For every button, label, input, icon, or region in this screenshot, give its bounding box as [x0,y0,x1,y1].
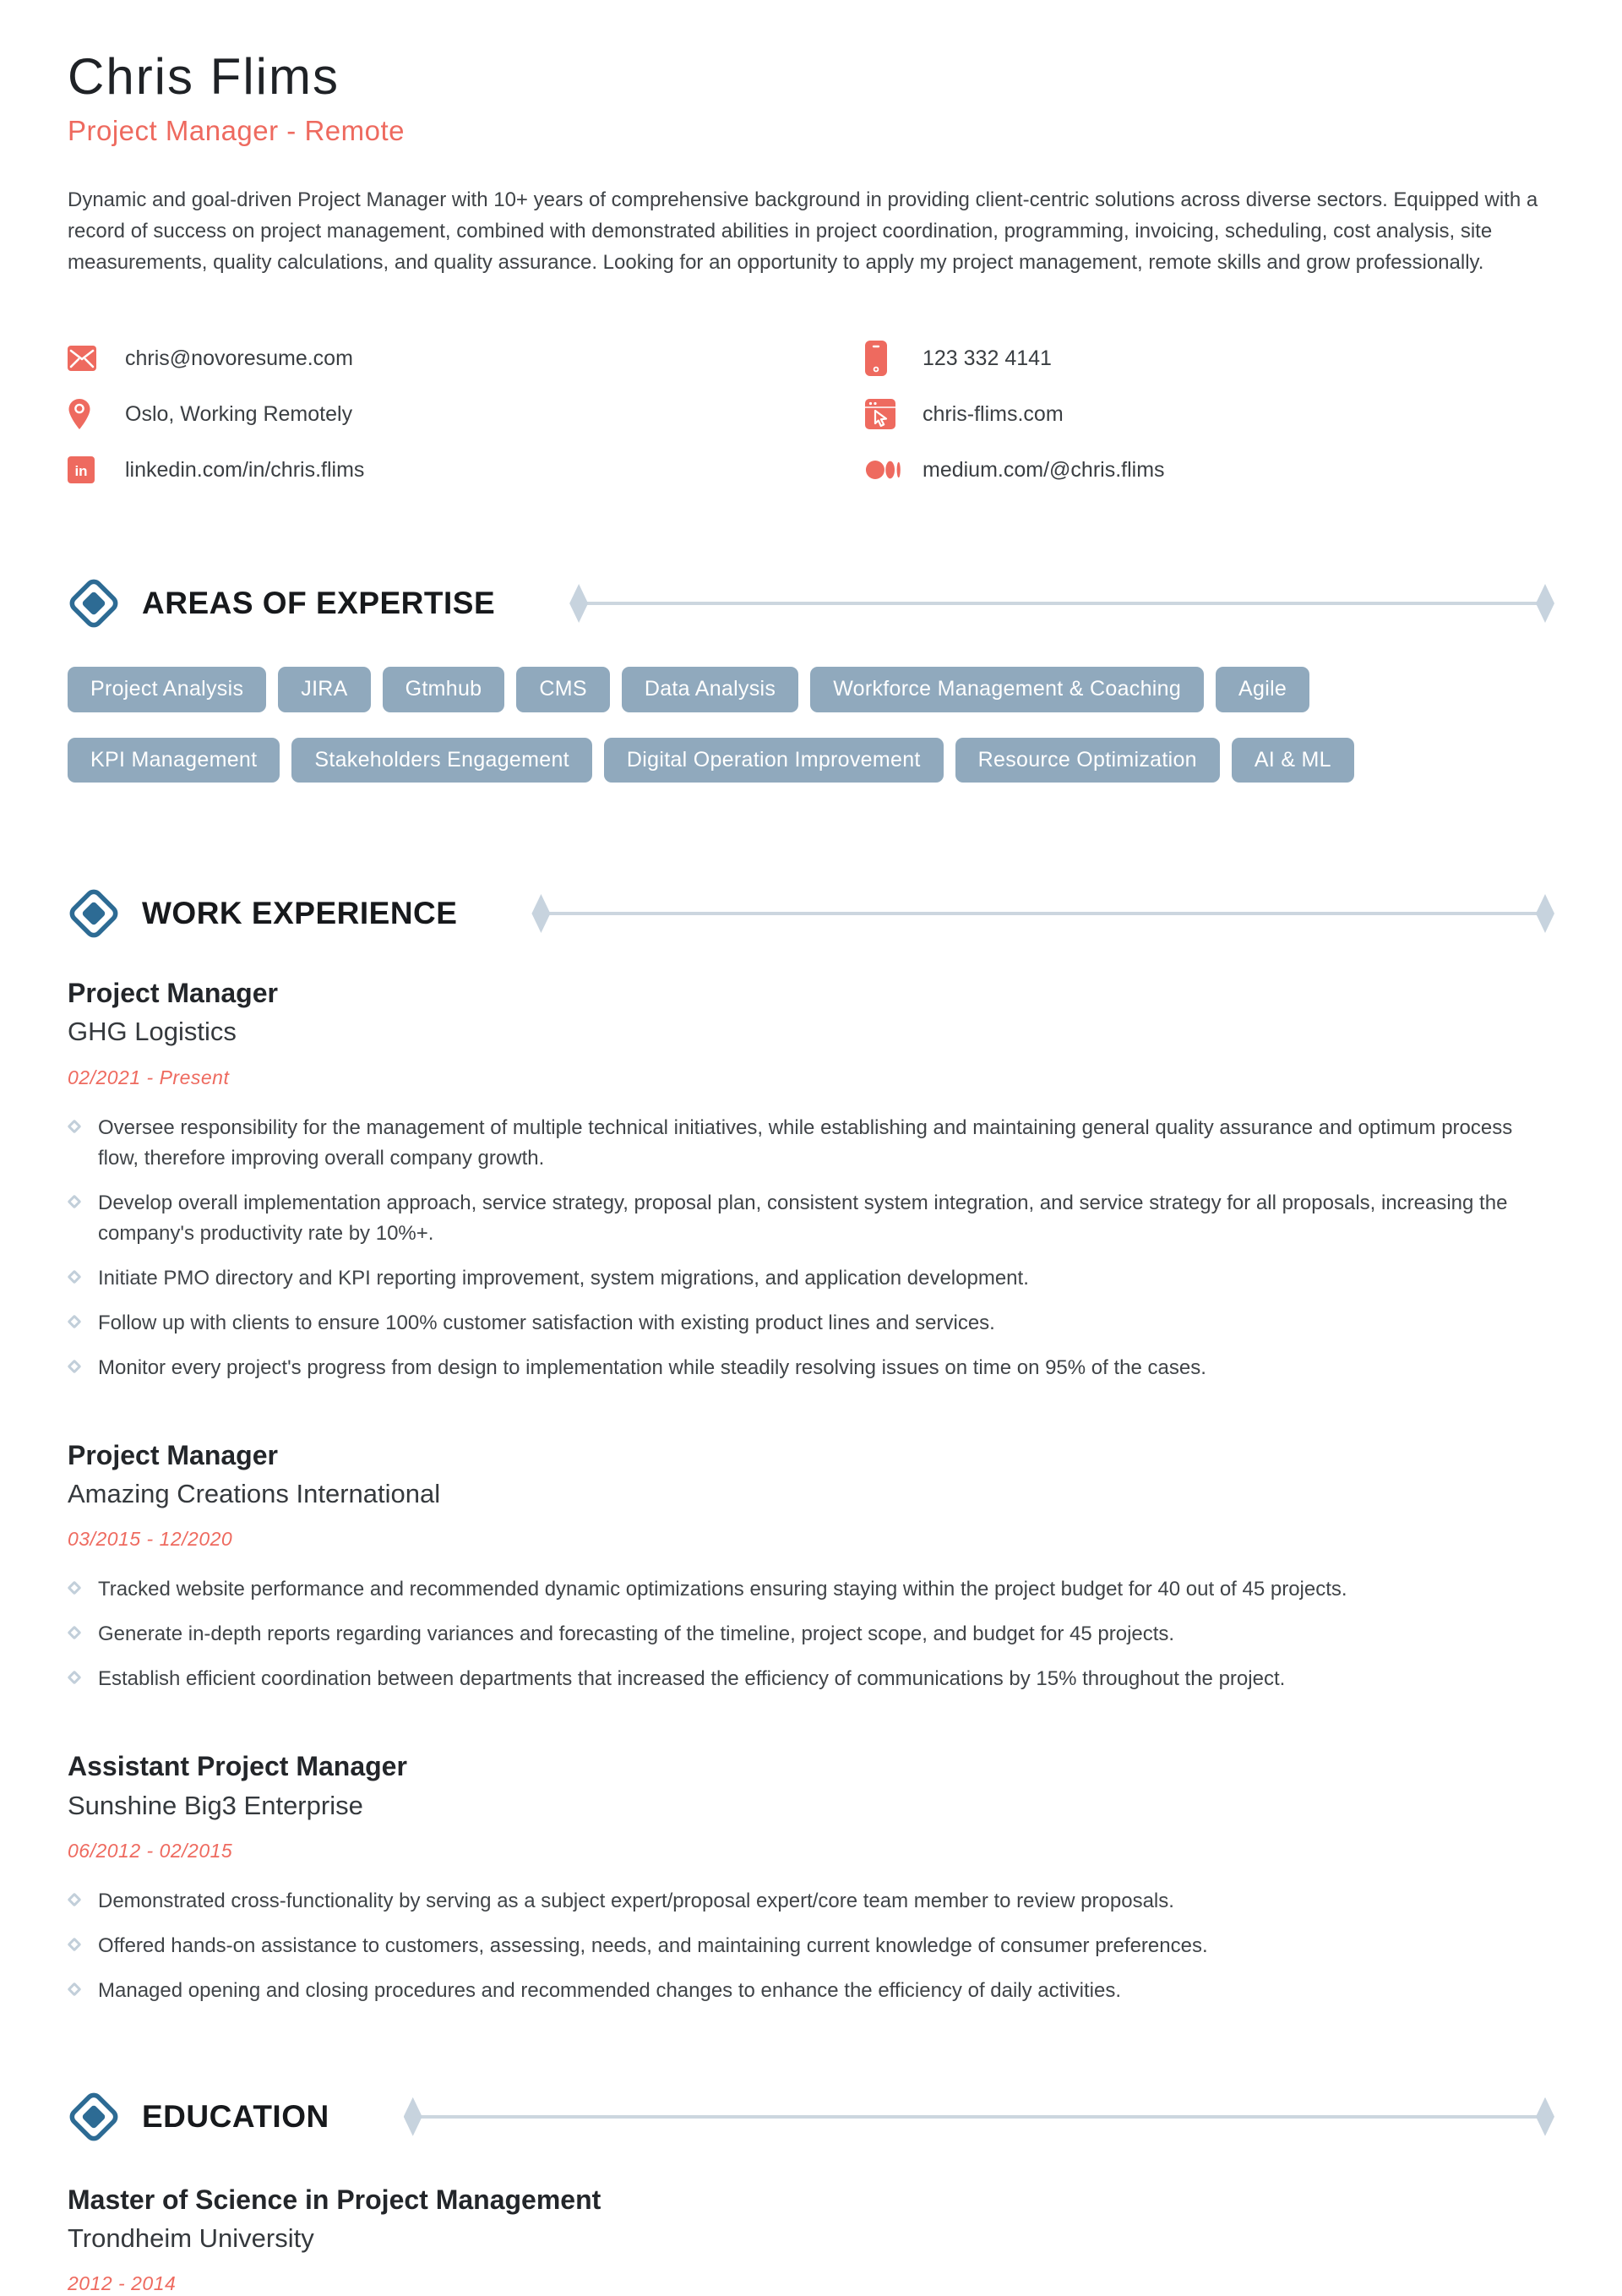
job-bullet [68,1263,1554,1294]
diamond-bullet-icon [68,1982,82,1996]
contact-website-text: chris-flims.com [923,401,1064,426]
job-bullet-text: Managed opening and closing procedures and recommended changes to enhance the efficiency of daily activities. [98,1978,1122,2002]
section-rule [404,2097,1554,2136]
email-icon [68,346,105,371]
job-bullet-list [68,1113,1554,1383]
contact-location-text: Oslo, Working Remotely [125,401,353,426]
skill-pill: JIRA [278,667,370,712]
job-bullet [68,1574,1554,1605]
phone-icon [865,341,902,376]
job-bullet-text: Oversee responsibility for the management of multiple technical initiatives, while establishing and maintaining general quality assurance and optimum process flow, therefore improving overall company growth. [98,1115,1513,1170]
diamond-bullet-icon [68,1626,82,1640]
contact-linkedin[interactable] [68,456,865,483]
job-entry [68,977,1554,1383]
job-bullet [68,1188,1554,1249]
job-bullet-list [68,1886,1554,2006]
diamond-bullet-icon [68,1892,82,1906]
section-title-expertise: AREAS OF EXPERTISE [142,586,496,620]
job-bullet [68,1619,1554,1650]
skill-pill: Project Analysis [68,667,266,712]
job-bullet-text: Establish efficient coordination between departments that increased the efficiency of communications by 15% throughout the project. [98,1667,1286,1691]
website-browser-icon [865,399,902,429]
job-title: Project Manager [68,978,278,1008]
contact-phone-text: 123 332 4141 [923,346,1052,370]
skill-pill: Gtmhub [383,667,505,712]
linkedin-icon [68,456,105,483]
job-company: GHG Logistics [68,1017,237,1047]
section-header-work [68,886,1554,941]
job-bullet-text: Generate in-depth reports regarding variances and forecasting of the timeline, project scope, and budget for 45 projects. [98,1622,1175,1646]
job-dates: 02/2021 - Present [68,1066,230,1088]
contact-location [68,398,865,430]
profile-summary: Dynamic and goal-driven Project Manager with 10+ years of comprehensive background in providing client-centric solutions across diverse sectors. Equipped with a record of success on project management, combined with demonstrated abilities in project coordination, programming, invoicing, scheduling, cost analysis, site measurements, quality calculations, and quality assurance. Looking for an opportunity to apply my project management, remote skills and grow professionally. [68,188,1538,274]
contact-medium-text: medium.com/@chris.flims [923,457,1165,482]
contact-phone[interactable] [865,341,1554,376]
diamond-bullet-icon [68,1937,82,1951]
skills-row-2 [68,738,1554,783]
contact-medium[interactable] [865,457,1554,483]
contact-email[interactable] [68,346,865,371]
location-pin-icon [68,398,105,430]
job-title: Assistant Project Manager [68,1751,407,1782]
svg-text:in: in [74,463,88,479]
skill-pill: Data Analysis [622,667,798,712]
job-bullet [68,1931,1554,1961]
skill-pill: Digital Operation Improvement [604,738,944,783]
diamond-bullet-icon [68,1581,82,1595]
job-entry [68,1750,1554,2006]
person-headline: Project Manager - Remote [68,115,405,146]
section-title-education: EDUCATION [142,2098,329,2134]
job-bullet [68,1308,1554,1339]
education-degree: Master of Science in Project Management [68,2184,601,2215]
contact-section [68,330,1554,498]
diamond-bullet-icon [68,1359,82,1373]
diamond-section-icon [68,575,120,631]
job-bullet [68,1976,1554,2006]
section-title-work: WORK EXPERIENCE [142,896,458,930]
section-rule [531,894,1554,933]
diamond-bullet-icon [68,1119,82,1133]
job-bullet-list [68,1574,1554,1694]
education-dates: 2012 - 2014 [68,2272,177,2295]
person-name: Chris Flims [68,48,340,105]
job-company: Sunshine Big3 Enterprise [68,1790,363,1820]
diamond-bullet-icon [68,1269,82,1284]
diamond-section-icon [68,886,120,941]
job-bullet-text: Demonstrated cross-functionality by serving as a subject expert/proposal expert/core team member to review proposals. [98,1889,1174,1912]
job-dates: 06/2012 - 02/2015 [68,1839,233,1862]
job-bullet [68,1113,1554,1174]
skill-pill: AI & ML [1232,738,1354,783]
job-bullet [68,1353,1554,1383]
section-rule [569,584,1554,623]
skill-pill: Resource Optimization [955,738,1220,783]
contact-website[interactable] [865,399,1554,429]
contact-linkedin-text: linkedin.com/in/chris.flims [125,457,365,482]
job-company: Amazing Creations International [68,1478,441,1508]
job-bullet-text: Offered hands-on assistance to customers, assessing, needs, and maintaining current knowledge of consumer preferences. [98,1933,1208,1957]
job-bullet-text: Tracked website performance and recommended dynamic optimizations ensuring staying within the project budget for 40 out of 45 projects. [98,1578,1347,1601]
skill-pill: KPI Management [68,738,280,783]
job-bullet-text: Follow up with clients to ensure 100% customer satisfaction with existing product lines and services. [98,1311,995,1334]
diamond-section-icon [68,2089,120,2145]
skill-pill: Agile [1216,667,1309,712]
diamond-bullet-icon [68,1194,82,1208]
skills-row-1 [68,667,1554,712]
skill-pill: Stakeholders Engagement [291,738,592,783]
section-header-education [68,2089,1554,2145]
diamond-bullet-icon [68,1671,82,1685]
skill-pill: Workforce Management & Coaching [810,667,1204,712]
job-entry [68,1439,1554,1695]
job-bullet [68,1886,1554,1917]
diamond-bullet-icon [68,1314,82,1328]
medium-icon [865,457,902,483]
education-school: Trondheim University [68,2223,314,2254]
skill-pill: CMS [516,667,609,712]
skills-list [68,667,1554,783]
education-entry [68,2184,1554,2296]
job-title: Project Manager [68,1439,278,1470]
job-dates: 03/2015 - 12/2020 [68,1528,233,1551]
job-bullet-text: Initiate PMO directory and KPI reporting improvement, system migrations, and application development. [98,1266,1029,1290]
job-bullet-text: Develop overall implementation approach, service strategy, proposal plan, consistent system integration, and service strategy for all proposals, increasing the company's productivity rate by 10%+. [98,1191,1508,1245]
job-bullet [68,1664,1554,1694]
work-experience-list [68,977,1554,2006]
contact-email-text: chris@novoresume.com [125,346,353,370]
job-bullet-text: Monitor every project's progress from design to implementation while steadily resolving issues on time on 95% of the cases. [98,1355,1206,1379]
section-header-expertise [68,575,1554,631]
